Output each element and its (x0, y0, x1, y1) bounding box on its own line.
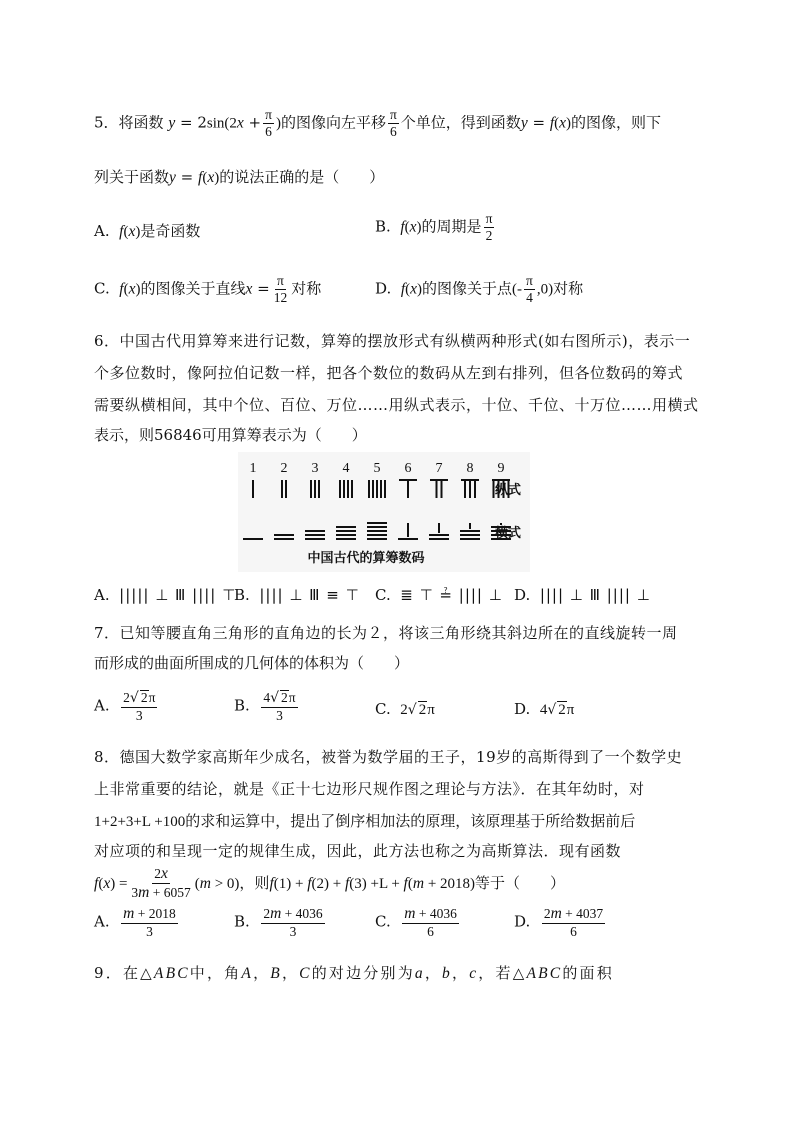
q5-option-a[interactable]: A. f(x)是奇函数 (94, 222, 201, 240)
q6-option-b-rods: |||| ⊥ Ⅲ ≡ ⊤ (259, 586, 360, 604)
figure-digit-1: 1 (249, 461, 257, 476)
figure-digit-5: 5 (373, 461, 381, 476)
q5-line1: 5．将函数 y = 2sin(2x + $\frac{\pi}{6}$ )的图像向左平移 $\frac{\pi}{6}$ 个单位，得到函数y = f(x)的图像，则下 (94, 107, 662, 140)
q7-option-d[interactable]: D. 4√ 2π (514, 700, 575, 718)
figure-digit-4: 4 (342, 461, 350, 476)
q6-line4: 表示，则56846可用算筹表示为（ ） (94, 426, 367, 444)
q6-option-a[interactable]: A. ||||| ⊥ Ⅲ |||| ⊤ (94, 586, 237, 604)
counting-rods-svg (238, 452, 530, 572)
q8-option-b[interactable]: B. $\frac{2m + 4036}{3}$ (234, 905, 323, 940)
q6-option-d-rods: |||| ⊥ Ⅲ |||| ⊥ (539, 586, 651, 604)
q6-option-c[interactable]: C. ≣ ⊤ ≟ |||| ⊥ (375, 586, 503, 604)
q6-line2: 个多位数时，像阿拉伯记数一样，把各个数位的数码从左到右排列，但各位数码的筹式 (94, 364, 684, 382)
q8-option-d[interactable]: D. $\frac{2m + 4037}{6}$ (514, 905, 604, 940)
q8-line4: 对应项的和呈现一定的规律生成，因此，此方法也称之为高斯算法．现有函数 (94, 842, 622, 860)
q8-line1: 8．德国大数学家高斯年少成名，被誉为数学届的王子，19岁的高斯得到了一个数学史 (94, 748, 683, 766)
q7-option-a[interactable]: A. $\frac{2√ 2\pi}{3}$ (94, 690, 156, 723)
figure-caption: 中国古代的算筹数码 (307, 551, 425, 566)
q6-option-b[interactable]: B. |||| ⊥ Ⅲ ≡ ⊤ (234, 586, 360, 604)
q7-line2: 而形成的曲面所围成的几何体的体积为（ ） (94, 654, 410, 672)
q8-line5: f(x) = $\frac{2x}{3m + 6057}$ (m > 0)，则f(1) + f(2) + f(3) +L + f(m + 2018)等于（ ） (94, 865, 566, 902)
figure-digit-8: 8 (466, 461, 474, 476)
q8-option-a[interactable]: A. $\frac{m + 2018}{3}$ (94, 905, 176, 940)
q6-line3: 需要纵横相间，其中个位、百位、万位……用纵式表示，十位、千位、十万位……用横式 (94, 396, 699, 414)
counting-rods-figure (238, 452, 530, 572)
q6-option-c-rods: ≣ ⊤ ≟ |||| ⊥ (400, 586, 503, 604)
q8-option-c[interactable]: C. $\frac{m + 4036}{6}$ (375, 905, 457, 940)
figure-digit-3: 3 (311, 461, 319, 476)
q6-option-d[interactable]: D. |||| ⊥ Ⅲ |||| ⊥ (514, 586, 651, 604)
q7-option-c[interactable]: C. 2√ 2π (375, 700, 435, 718)
q8-line2: 上非常重要的结论，就是《正十七边形尺规作图之理论与方法》．在其年幼时，对 (94, 780, 645, 798)
q5-number: 5． (94, 113, 119, 132)
q6-line1: 6．中国古代用算筹来进行记数，算筹的摆放形式有纵横两种形式(如右图所示)，表示一 (94, 332, 691, 350)
q9-line1: 9．在△ABC中，角A，B，C的对边分别为a，b，c，若△ABC的面积 (94, 964, 614, 982)
q7-line1: 7．已知等腰直角三角形的直角边的长为２，将该三角形绕其斜边所在的直线旋转一周 (94, 624, 678, 642)
q5-option-d[interactable]: D. f(x)的图像关于点(- $\frac{\pi}{4}$ ,0)对称 (375, 273, 584, 306)
q5-option-c[interactable]: C. f(x)的图像关于直线x = $\frac{\pi}{12}$ 对称 (94, 273, 322, 306)
q6-option-a-rods: ||||| ⊥ Ⅲ |||| ⊤ (119, 586, 237, 604)
figure-digit-6: 6 (404, 461, 412, 476)
horizontal-style-label: 横式 (494, 526, 522, 541)
figure-digit-9: 9 (497, 461, 505, 476)
figure-digit-7: 7 (435, 461, 443, 476)
q5-option-b[interactable]: B. f(x)的周期是 $\frac{\pi}{2}$ (375, 211, 493, 244)
q8-sum-expression: 1+2+3+L +100 (94, 814, 186, 830)
vertical-style-label: 纵式 (494, 483, 522, 498)
q8-line3: 1+2+3+L +100的求和运算中，提出了倒序相加法的原理，该原理基于所给数据前后 (94, 812, 636, 830)
q7-option-b[interactable]: B. $\frac{4√ 2\pi}{3}$ (234, 690, 296, 723)
q5-line2: 列关于函数y = f(x)的说法正确的是（ ） (94, 168, 385, 186)
figure-digit-2: 2 (280, 461, 288, 476)
